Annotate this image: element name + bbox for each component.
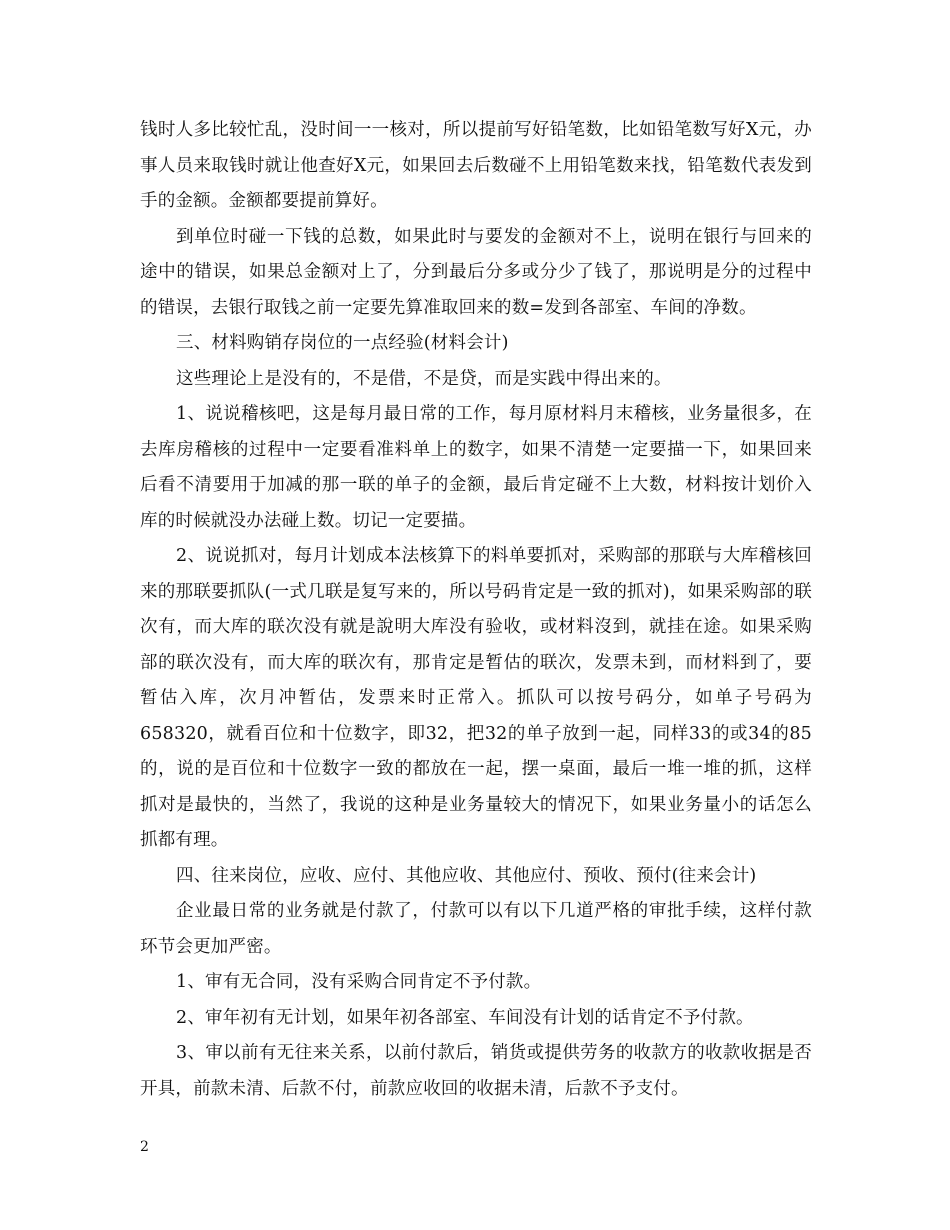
document-body xyxy=(140,113,812,1107)
page-number: 2 xyxy=(140,1139,149,1155)
paragraph: 这些理论上是没有的，不是借，不是贷，而是实践中得出来的。 xyxy=(176,368,672,389)
section-heading: 三、材料购销存岗位的一点经验(材料会计) xyxy=(176,333,509,353)
paragraph: 2、说说抓对，每月计划成本法核算下的料单要抓对，采购部的那联与大库稽核回来的那联要抓队(一式几联是复写来的，所以号码肯定是一致的抓对)，如果采购部的联次有，而大库的联次没有就是說明大库没有验收，或材料沒到，就挂在途。如果采购部的联次没有，而大库的联次有，那肯定是暂估的联次，发票未到，而材料到了，要暂估入库，次月冲暂估，发票来时正常入。抓队可以按号码分，如单子号码为658320，就看百位和十位数字，即32，把32的单子放到一起，同样33的或34的85的，说的是百位和十位数字一致的都放在一起，摆一桌面，最后一堆一堆的抓，这样抓对是最快的，当然了，我说的这种是业务量较大的情况下，如果业务量小的话怎么抓都有理。 xyxy=(140,546,812,850)
paragraph: 钱时人多比较忙乱，没时间一一核对，所以提前写好铅笔数，比如铅笔数写好X元，办事人员来取钱时就让他查好X元，如果回去后数碰不上用铅笔数来找，铅笔数代表发到手的金额。金额都要提前算好。 xyxy=(140,120,812,211)
list-item: 1、审有无合同，没有采购合同肯定不予付款。 xyxy=(176,972,542,992)
list-item: 3、审以前有无往来关系，以前付款后，销货或提供劳务的收款方的收款收据是否开具，前款未清、后款不付，前款应收回的收据未清，后款不予支付。 xyxy=(140,1043,812,1099)
paragraph: 1、说说稽核吧，这是每月最日常的工作，每月原材料月末稽核，业务量很多，在去库房稽核的过程中一定要看准料单上的数字，如果不清楚一定要描一下，如果回来后看不清要用于加减的那一联的单子的金额，最后肯定碰不上大数，材料按计划价入库的时候就没办法碰上数。切记一定要描。 xyxy=(140,404,812,531)
paragraph: 到单位时碰一下钱的总数，如果此时与要发的金额对不上，说明在银行与回来的途中的错误，如果总金额对上了，分到最后分多或分少了钱了，那说明是分的过程中的错误，去银行取钱之前一定要先算准取回来的数=发到各部室、车间的净数。 xyxy=(140,226,812,318)
list-item: 2、审年初有无计划，如果年初各部室、车间没有计划的话肯定不予付款。 xyxy=(176,1007,754,1028)
section-heading: 四、往来岗位，应收、应付、其他应收、其他应付、预收、预付(往来会计) xyxy=(176,865,757,886)
paragraph: 企业最日常的业务就是付款了，付款可以有以下几道严格的审批手续，这样付款环节会更加严密。 xyxy=(140,901,812,957)
